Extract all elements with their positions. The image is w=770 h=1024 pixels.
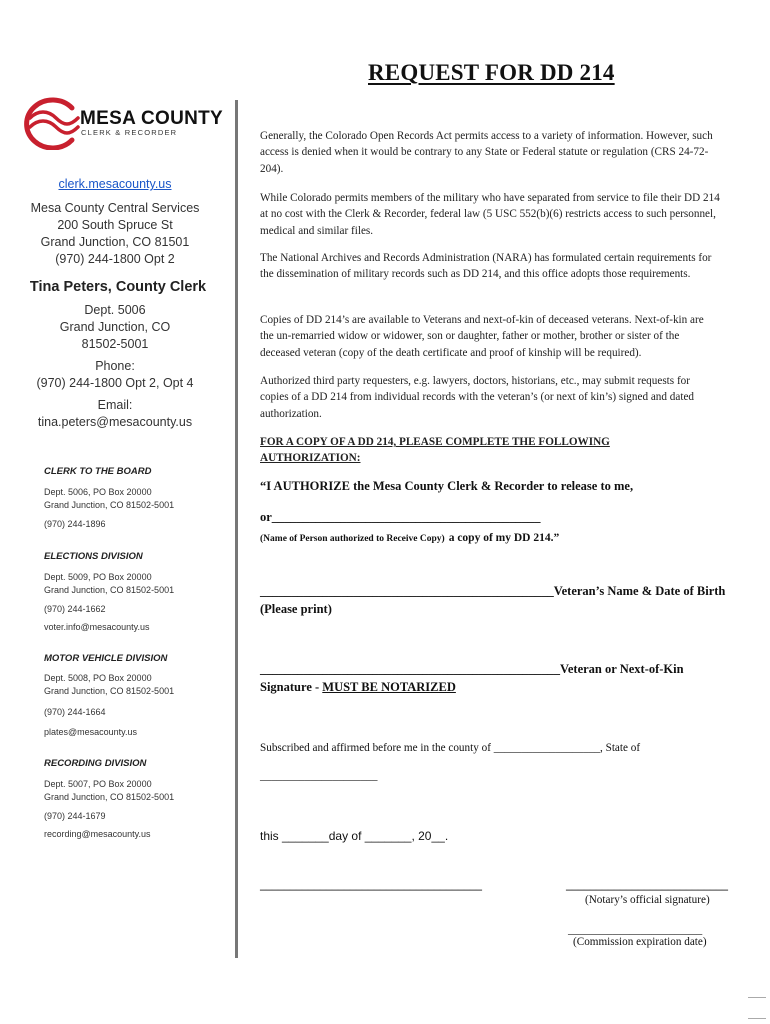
- division-address2: Grand Junction, CO 81502-5001: [44, 500, 175, 510]
- clerk-phone-label: Phone:: [95, 359, 135, 373]
- page-corner-mark: [748, 997, 766, 998]
- authorize-statement: “I AUTHORIZE the Mesa County Clerk & Recorder to release to me,: [260, 479, 634, 493]
- clerk-name: Tina Peters, County Clerk: [29, 279, 207, 295]
- date-line[interactable]: this _______day of _______, 20__.: [260, 829, 449, 843]
- left-signature-line[interactable]: _____________________________________: [260, 878, 482, 892]
- office-street: 200 South Spruce St: [57, 218, 173, 232]
- subscribed-statement: Subscribed and affirmed before me in the county of ___________________, State of: [260, 742, 641, 754]
- clerk-email-label: Email:: [97, 398, 133, 412]
- clerk-phone: (970) 244-1800 Opt 2, Opt 4: [36, 376, 194, 390]
- division-address2: Grand Junction, CO 81502-5001: [44, 585, 175, 595]
- recipient-caption: (Name of Person authorized to Receive Copy): [260, 534, 445, 544]
- division-address2: Grand Junction, CO 81502-5001: [44, 686, 175, 696]
- commission-caption: (Commission expiration date): [573, 936, 707, 948]
- authorization-instruction: FOR A COPY OF A DD 214, PLEASE COMPLETE THE FOLLOWING AUTHORIZATION:: [260, 436, 610, 465]
- division-address1: Dept. 5008, PO Box 20000: [44, 673, 152, 683]
- division-phone: (970) 244-1679: [44, 811, 106, 821]
- division-name: MOTOR VEHICLE DIVISION: [44, 653, 168, 664]
- notarized-requirement: MUST BE NOTARIZED: [322, 680, 456, 694]
- logo-name: MESA COUNTY: [80, 108, 223, 129]
- division-address1: Dept. 5006, PO Box 20000: [44, 487, 152, 497]
- signature-label: Signature -: [260, 680, 323, 694]
- page-title: REQUEST FOR DD 214: [368, 60, 615, 85]
- notary-signature-line[interactable]: ___________________________: [566, 878, 728, 892]
- division-email[interactable]: voter.info@mesacounty.us: [44, 622, 150, 632]
- division-email[interactable]: recording@mesacounty.us: [44, 829, 151, 839]
- recipient-name-line[interactable]: or___________________________________________: [260, 510, 541, 524]
- signature-label-row: [260, 680, 456, 695]
- division-phone: (970) 244-1896: [44, 519, 106, 529]
- veteran-name-line[interactable]: _______________________________________________Veteran’s Name & Date of Birth: [260, 584, 726, 598]
- division-name: ELECTIONS DIVISION: [44, 551, 143, 562]
- logo-subtitle: CLERK & RECORDER: [81, 128, 178, 137]
- clerk-city: Grand Junction, CO: [59, 320, 171, 334]
- division-name: CLERK TO THE BOARD: [44, 466, 152, 477]
- office-name: Mesa County Central Services: [30, 201, 200, 215]
- division-address1: Dept. 5009, PO Box 20000: [44, 572, 152, 582]
- commission-line[interactable]: ________________________: [568, 924, 703, 936]
- notary-signature-caption: (Notary’s official signature): [585, 894, 710, 906]
- office-phone: (970) 244-1800 Opt 2: [55, 252, 175, 266]
- recipient-caption-row: [260, 528, 559, 546]
- clerk-zip: 81502-5001: [81, 337, 149, 351]
- division-address1: Dept. 5007, PO Box 20000: [44, 779, 152, 789]
- division-name: RECORDING DIVISION: [44, 758, 147, 769]
- website-link[interactable]: clerk.mesacounty.us: [58, 177, 172, 191]
- division-email[interactable]: plates@mesacounty.us: [44, 727, 138, 737]
- clerk-email[interactable]: tina.peters@mesacounty.us: [37, 415, 193, 429]
- clerk-dept: Dept. 5006: [84, 303, 146, 317]
- division-phone: (970) 244-1664: [44, 707, 106, 717]
- paragraph-colorado: While Colorado permits members of the military who have separated from service to file their DD 214 at no cost with the Clerk & Recorder, federal law (5 USC 552(b)(6) restricts access to such personnel, medical and similar files.: [260, 192, 720, 237]
- paragraph-copies: Copies of DD 214’s are available to Veterans and next-of-kin of deceased veterans. Next-of-kin are the un-remarried widow or widower, son or daughter, father or mother, brother or sister of the deceased veteran (copy of the death certificate and proof of kinship will be required).: [260, 314, 704, 359]
- paragraph-open-records: Generally, the Colorado Open Records Act permits access to a variety of information. However, such access is denied when it would be contrary to any State or Federal statute or regulation (CRS 24-72-204).: [260, 130, 713, 175]
- state-blank[interactable]: _____________________: [260, 770, 378, 782]
- copy-text: a copy of my DD 214.”: [448, 532, 560, 544]
- page-corner-mark: [748, 1018, 766, 1019]
- veteran-signature-line[interactable]: ________________________________________________Veteran or Next-of-Kin: [260, 662, 684, 676]
- paragraph-nara: The National Archives and Records Administration (NARA) has formulated certain requirements for the dissemination of military records such as DD 214, and this office adopts those requirements.: [260, 252, 712, 281]
- office-city: Grand Junction, CO 81501: [40, 235, 190, 249]
- column-divider: [235, 100, 238, 958]
- please-print: (Please print): [260, 602, 332, 616]
- paragraph-third-party: Authorized third party requesters, e.g. lawyers, doctors, historians, etc., may submit requests for copies of a DD 214 from individual records with the veteran’s (or next of kin’s) signed and dated authorization.: [260, 375, 695, 420]
- division-phone: (970) 244-1662: [44, 604, 106, 614]
- division-address2: Grand Junction, CO 81502-5001: [44, 792, 175, 802]
